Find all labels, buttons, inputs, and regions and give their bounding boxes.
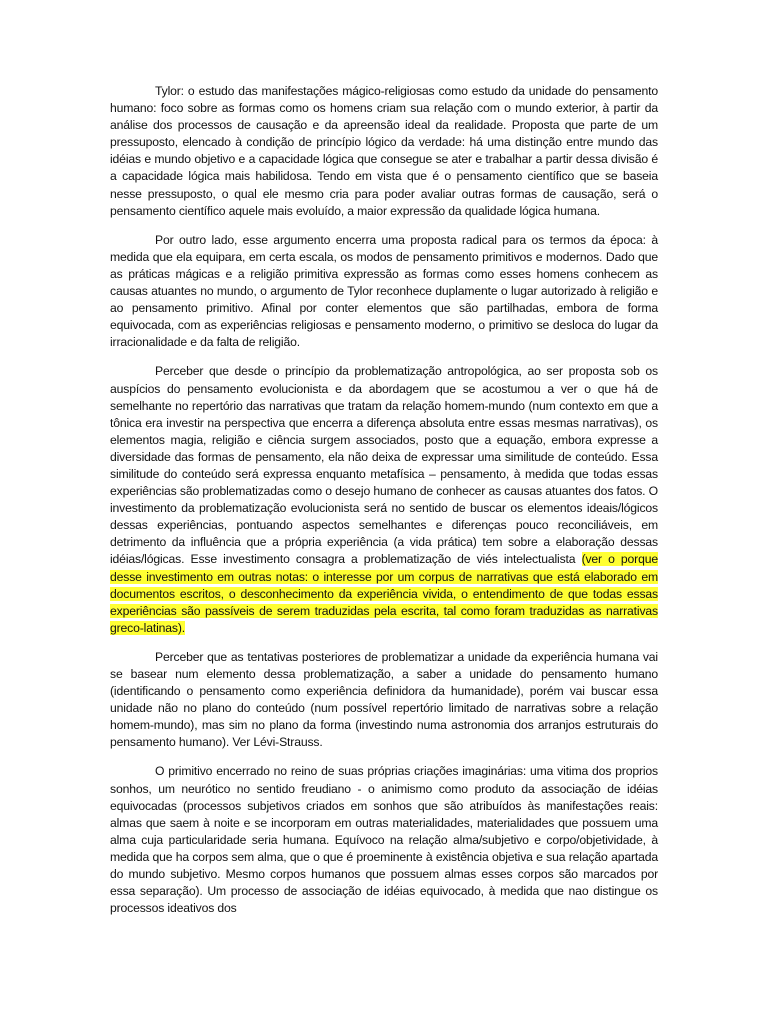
paragraph-text: Perceber que desde o princípio da problematização antropológica, ao ser proposta sob os auspícios do pensamento evolucionista e da abordagem que se acostumou a ver o que há de semelhante no repertório das narrativas que tratam da relação homem-mundo (num contexto em que a tônica era investir na perspectiva que encerra a diferença absoluta entre essas mesmas narrativas), os elementos magia, religião e ciência surgem associados, posto que a equação, embora expresse a diversidade das formas de pensamento, ela não deixa de expressar uma similitude de conteúdo. Essa similitude do conteúdo será expressa enquanto metafísica – pensamento, à medida que todas essas experiências são problematizadas como o desejo humano de conhecer as causas atuantes dos fatos. O investimento da problematização evolucionista será no sentido de buscar os elementos ideais/lógicos dessas experiências, pontuando aspectos semelhantes e diferenças pouco reconciliáveis, em detrimento da influência que a própria experiência (a vida prática) tem sobre a elaboração dessas idéias/lógicas. Esse investimento consagra a problematização de viés intelectualista: [110, 364, 658, 567]
paragraph-tentativas: Perceber que as tentativas posteriores de problematizar a unidade da experiência humana vai se basear num elemento dessa problematização, a saber a unidade do pensamento humano (identificando o pensamento como experiência definidora da humanidade), porém vai buscar essa unidade não no plano do conteúdo (num possível repertório limitado de narrativas sobre a relação homem-mundo), mas sim no plano da forma (investindo numa astronomia dos arranjos estruturais do pensamento humano). Ver Lévi-Strauss.: [110, 649, 658, 750]
paragraph-problematizacao: [110, 363, 658, 637]
paragraph-tylor: Tylor: o estudo das manifestações mágico-religiosas como estudo da unidade do pensamento humano: foco sobre as formas como os homens criam sua relação com o mundo exterior, à partir da análise dos processos de causação e da apreensão ideal da realidade. Proposta que parte de um pressuposto, elencado à condição de princípio lógico da verdade: há uma distinção entre mundo das idéias e mundo objetivo e a capacidade lógica que consegue se ater e trabalhar a partir dessa divisão é a capacidade lógica mais habilidosa. Tendo em vista que é o pensamento científico que se baseia nesse pressuposto, o qual ele mesmo cria para poder avaliar outras formas de causação, será o pensamento científico aquele mais evoluído, a maior expressão da qualidade lógica humana.: [110, 84, 658, 218]
paragraph-argumento: Por outro lado, esse argumento encerra uma proposta radical para os termos da época: à medida que ela equipara, em certa escala, os modos de pensamento primitivos e modernos. Dado que as práticas mágicas e a religião primitiva expressão as formas como esses homens conhecem as causas atuantes no mundo, o argumento de Tylor reconhece duplamente o lugar autorizado à religião e ao pensamento primitivo. Afinal por conter elementos que são partilhadas, embora de forma equivocada, com as experiências religiosas e pensamento moderno, o primitivo se desloca do lugar da irracionalidade e da falta de religião.: [110, 232, 658, 350]
paragraph-primitivo: O primitivo encerrado no reino de suas próprias criações imaginárias: uma vitima dos proprios sonhos, um neurótico no sentido freudiano - o animismo como produto da associação de idéias equivocadas (processos subjetivos criados em sonhos que são atribuídos às manifestações reais: almas que saem à noite e se incorporam em outras materialidades, materialidades que possuem uma alma cuja particularidade seria humana. Equívoco na relação alma/subjetivo e corpo/objetividade, à medida que ha corpos sem alma, que o que é proeminente à existência objetiva e sua relação apartada do mundo subjetivo. Mesmo corpos humanos que possuem almas esses corpos são marcados por essa separação). Um processo de associação de idéias equivocado, à medida que nao distingue os processos ideativos dos: [110, 764, 658, 916]
highlighted-note: (ver o porque desse investimento em outras notas: o interesse por um corpus de narrativas que está elaborado em documentos escritos, o desconhecimento da experiência vivida, o entendimento de que todas essas experiências são passíveis de serem traduzidas pela escrita, tal como foram traduzidas as narrativas greco-latinas).: [110, 552, 658, 635]
document-page: [110, 83, 658, 929]
